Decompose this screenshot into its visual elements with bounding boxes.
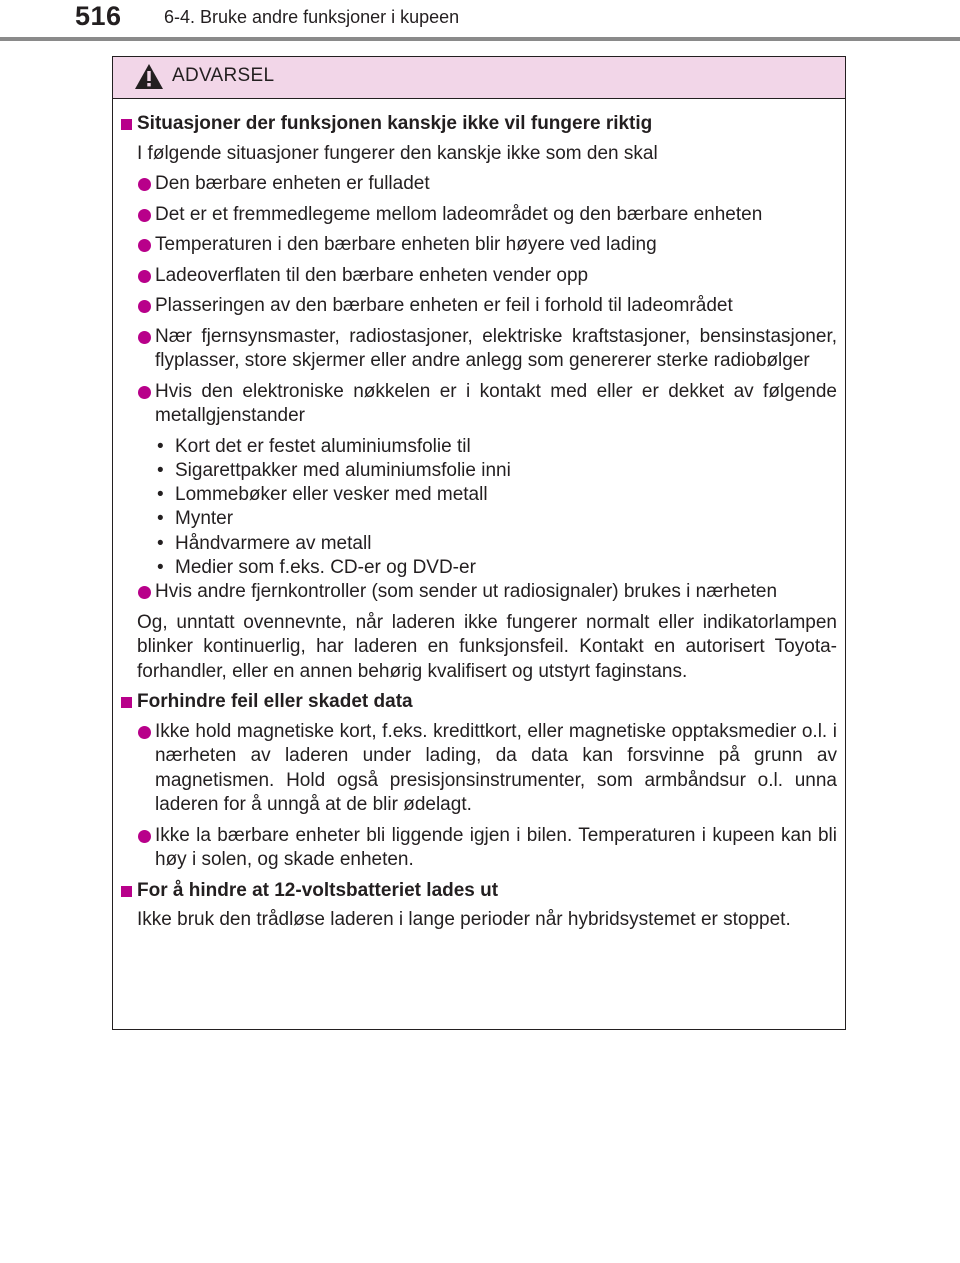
list-item-text: Det er et fremmedlegeme mellom ladeområdet og den bærbare enheten	[155, 203, 763, 225]
warning-body	[113, 98, 845, 939]
list-item	[121, 380, 837, 429]
list-item-text: Ikke la bærbare enheter bli liggende igjen i bilen. Temperaturen i kupeen kan bli høy i solen, og skade enheten.	[155, 824, 837, 871]
sublist-item-text: Håndvarmere av metall	[175, 532, 372, 554]
list-item	[121, 325, 837, 374]
small-dot-icon: •	[157, 556, 164, 578]
small-dot-icon: •	[157, 532, 164, 554]
list-item-text: Hvis den elektroniske nøkkelen er i kontakt med eller er dekket av følgende metallgjenstander	[155, 380, 837, 426]
small-dot-icon: •	[157, 484, 164, 506]
sublist-item	[157, 532, 837, 556]
list-item	[121, 580, 837, 605]
list-item	[121, 294, 837, 319]
square-bullet-icon	[121, 697, 132, 708]
list-item	[121, 720, 837, 818]
list-item	[121, 824, 837, 873]
dot-bullet-icon	[138, 209, 151, 222]
dot-bullet-icon	[138, 586, 151, 599]
list-item	[121, 264, 837, 289]
sublist-item	[157, 556, 837, 580]
sublist-item	[157, 459, 837, 483]
warning-box	[112, 56, 846, 1030]
dot-bullet-icon	[138, 830, 151, 843]
sublist-item-text: Lommebøker eller vesker med metall	[175, 484, 488, 506]
section-heading	[121, 879, 837, 904]
list-item-text: Den bærbare enheten er fulladet	[155, 173, 430, 194]
sublist	[121, 435, 837, 581]
sublist-item-text: Sigarettpakker med aluminiumsfolie inni	[175, 459, 511, 481]
list-item-text: Ikke hold magnetiske kort, f.eks. kredittkort, eller magnetiske opptaksmedier o.l. i nærheten av laderen under lading, da data kan forsvinne på grunn av magnetismen. Hold også presisjonsinstrumenter, som armbåndsur o.l. unna laderen for å unngå at de blir ødelagt.	[155, 720, 837, 816]
sublist-item-text: Mynter	[175, 508, 234, 530]
list-item-text: Hvis andre fjernkontroller (som sender ut radiosignaler) brukes i nærheten	[155, 581, 778, 603]
paragraph: Og, unntatt ovennevnte, når laderen ikke fungerer normalt eller indikatorlampen blinker kontinuerlig, har laderen en funksjonsfeil. Kontakt en autorisert Toyota-forhandler, eller en annen behørig kvalifisert og utstyrt faginstans.	[137, 611, 837, 682]
small-dot-icon: •	[157, 435, 164, 457]
square-bullet-icon	[121, 119, 132, 130]
dot-bullet-icon	[138, 178, 151, 191]
dot-bullet-icon	[138, 331, 151, 344]
list-item	[121, 172, 837, 197]
sublist-item	[157, 435, 837, 459]
page-number: 516	[75, 1, 122, 31]
dot-bullet-icon	[138, 300, 151, 313]
header-rule	[0, 37, 960, 41]
page-header	[0, 0, 960, 44]
dot-bullet-icon	[138, 239, 151, 252]
sublist-item	[157, 483, 837, 507]
square-bullet-icon	[121, 886, 132, 897]
list-item-text: Plasseringen av den bærbare enheten er feil i forhold til ladeområdet	[155, 295, 733, 316]
paragraph: Ikke bruk den trådløse laderen i lange perioder når hybridsystemet er stoppet.	[137, 909, 791, 931]
list-item-text: Temperaturen i den bærbare enheten blir høyere ved lading	[155, 234, 657, 255]
sublist-item-text: Kort det er festet aluminiumsfolie til	[175, 435, 471, 457]
list-item-text: Ladeoverflaten til den bærbare enheten vender opp	[155, 264, 589, 286]
warning-triangle-icon	[134, 63, 164, 90]
list-item	[121, 233, 837, 258]
warning-title: ADVARSEL	[172, 65, 275, 86]
dot-bullet-icon	[138, 270, 151, 283]
list-item-text: Nær fjernsynsmaster, radiostasjoner, elektriske kraftstasjoner, bensinstasjoner, flyplasser, store skjermer eller andre anlegg som genererer sterke radiobølger	[155, 325, 837, 371]
section-heading	[121, 112, 837, 137]
sublist-item	[157, 507, 837, 531]
section-heading-text: Situasjoner der funksjonen kanskje ikke vil fungere riktig	[137, 113, 653, 134]
small-dot-icon: •	[157, 459, 164, 481]
small-dot-icon: •	[157, 508, 164, 530]
list-item	[121, 203, 837, 228]
dot-bullet-icon	[138, 386, 151, 399]
section-heading	[121, 690, 837, 715]
dot-bullet-icon	[138, 726, 151, 739]
section-heading-text: For å hindre at 12-voltsbatteriet lades ut	[137, 879, 499, 901]
section-title: 6-4. Bruke andre funksjoner i kupeen	[164, 7, 460, 27]
paragraph: I følgende situasjoner fungerer den kanskje ikke som den skal	[137, 142, 658, 164]
warning-header	[113, 57, 845, 99]
section-heading-text: Forhindre feil eller skadet data	[137, 691, 413, 713]
sublist-item-text: Medier som f.eks. CD-er og DVD-er	[175, 556, 476, 578]
